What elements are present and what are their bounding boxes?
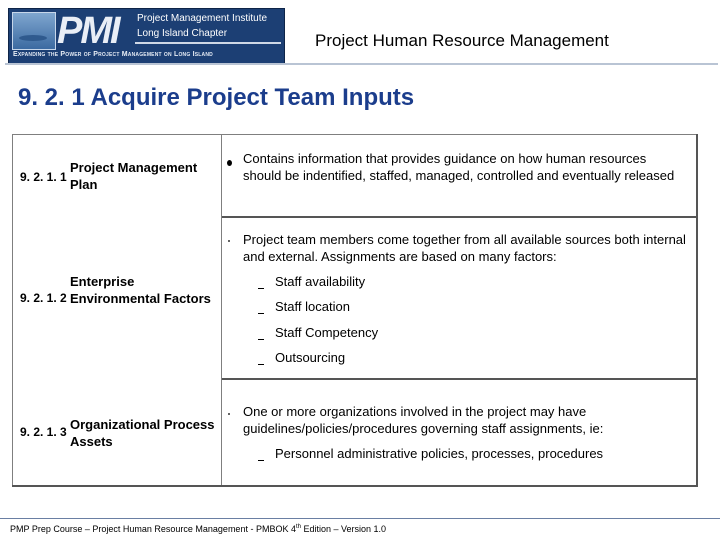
eef-factor: Staff location xyxy=(275,299,350,314)
diagram-border-top xyxy=(12,134,698,135)
footer xyxy=(10,524,386,534)
eef-description: Project team members come together from all available sources both internal and external. Assignments are based on many factors: xyxy=(243,232,686,264)
input-label: Project Management Plan xyxy=(70,160,198,192)
footer-superscript: th xyxy=(295,524,301,530)
header-divider xyxy=(5,63,718,65)
plan-description: Contains information that provides guidance on how human resources should be indentified, staffed, managed, controlled and eventually released xyxy=(243,151,675,183)
opa-item: Personnel administrative policies, processes, procedures xyxy=(275,446,604,461)
page-title: 9. 2. 1 Acquire Project Team Inputs xyxy=(18,84,415,111)
input-number: 9. 2. 1. 1 xyxy=(20,170,67,184)
row-divider xyxy=(222,378,698,380)
dash-icon xyxy=(258,339,264,340)
diagram-border-bottom xyxy=(12,485,698,487)
eef-factor: Outsourcing xyxy=(275,350,346,365)
row-divider xyxy=(222,216,698,218)
eef-factor: Staff availability xyxy=(275,274,366,289)
opa-description: One or more organizations involved in the project may have guidelines/policies/procedures governing staff assignments, ie: xyxy=(243,404,604,436)
bullet-icon xyxy=(228,413,230,415)
input-number: 9. 2. 1. 3 xyxy=(20,425,67,439)
input-label: Enterprise Environmental Factors xyxy=(70,274,211,306)
diagram-border-right xyxy=(696,134,698,486)
long-island-map-icon xyxy=(12,12,56,50)
input-label: Organizational Process Assets xyxy=(70,417,215,449)
input-number: 9. 2. 1. 2 xyxy=(20,291,67,305)
footer-text: PMP Prep Course – Project Human Resource Management - PMBOK 4 xyxy=(10,524,296,534)
org-name: Project Management Institute xyxy=(137,13,268,24)
diagram-border-left xyxy=(12,134,13,486)
logo-tagline: Expanding the Power of Project Management on Long Island xyxy=(13,51,213,58)
logo-divider xyxy=(135,42,281,44)
dash-icon xyxy=(258,313,264,314)
pmi-chapter-logo xyxy=(8,8,285,65)
chapter-name: Long Island Chapter xyxy=(137,28,228,39)
footer-divider xyxy=(0,518,720,519)
bullet-icon xyxy=(228,240,230,242)
footer-text-end: Edition – Version 1.0 xyxy=(300,524,387,534)
dash-icon xyxy=(258,364,264,365)
eef-factor: Staff Competency xyxy=(275,325,379,340)
bullet-icon xyxy=(227,160,232,166)
column-divider xyxy=(221,134,222,486)
slide-heading: Project Human Resource Management xyxy=(315,31,609,50)
pmi-letters: PMI xyxy=(57,10,119,52)
slide-header xyxy=(0,0,720,66)
dash-icon xyxy=(258,288,264,289)
dash-icon xyxy=(258,460,264,461)
